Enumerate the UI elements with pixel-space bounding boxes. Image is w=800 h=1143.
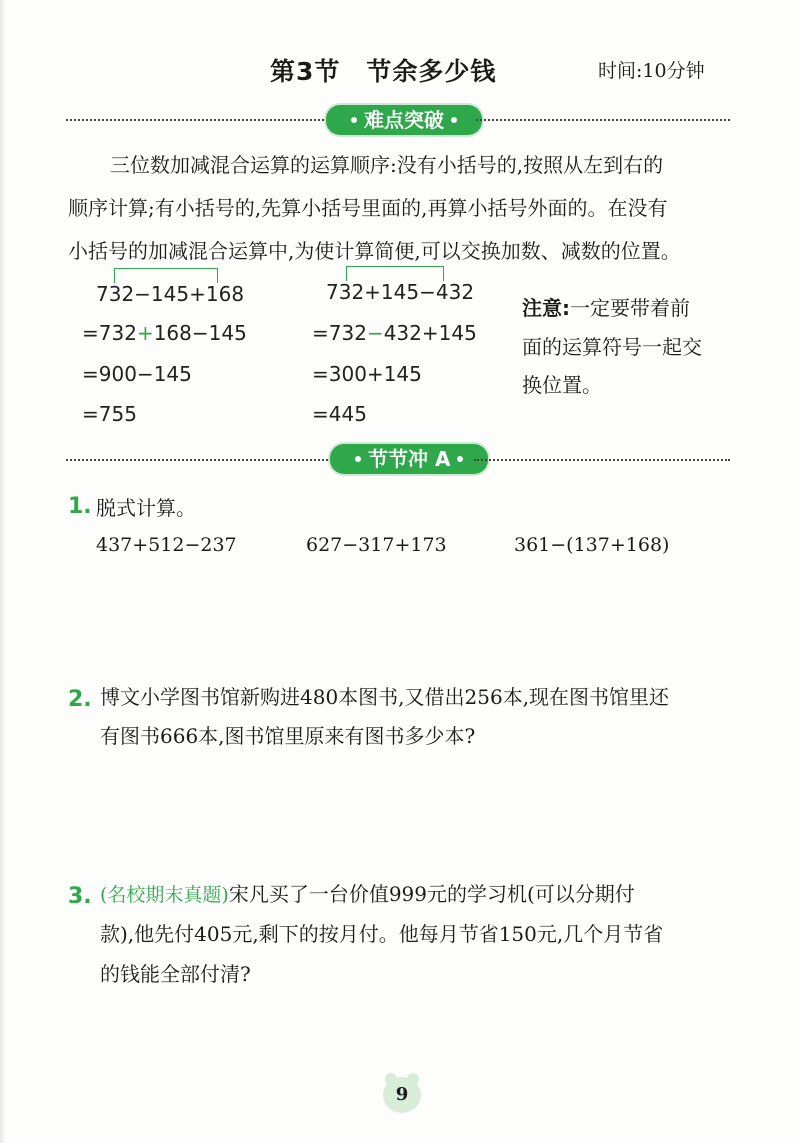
example1-line2: =732+168−145 bbox=[82, 321, 247, 345]
example2-line4: =445 bbox=[312, 402, 367, 426]
example1-line1: 732−145+168 bbox=[96, 282, 245, 306]
swap-bracket-1 bbox=[114, 268, 218, 283]
question-2-line-1: 博文小学图书馆新购进480本图书,又借出256本,现在图书馆里还 bbox=[100, 685, 670, 709]
note-line-2: 面的运算符号一起交 bbox=[522, 335, 702, 359]
page-edge-shadow bbox=[0, 0, 6, 1143]
question-2-line-2: 有图书666本,图书馆里原来有图书多少本? bbox=[100, 724, 476, 748]
swap-bracket-2 bbox=[346, 266, 444, 281]
question-1-number: 1. bbox=[68, 494, 92, 519]
explanation-line-2: 顺序计算;有小括号的,先算小括号里面的,再算小括号外面的。在没有 bbox=[68, 196, 668, 220]
example1-line4: =755 bbox=[82, 402, 137, 426]
example2-line3: =300+145 bbox=[312, 362, 422, 386]
divider-right bbox=[476, 119, 730, 121]
dot-icon bbox=[457, 456, 463, 462]
dot-icon bbox=[351, 117, 357, 123]
divider-left-2 bbox=[66, 459, 328, 461]
question-1-expr-2: 627−317+173 bbox=[306, 534, 447, 556]
question-1-title: 脱式计算。 bbox=[96, 496, 196, 520]
question-3-line-1: (名校期末真题)宋凡买了一台价值999元的学习机(可以分期付 bbox=[100, 882, 635, 906]
dot-icon bbox=[451, 117, 457, 123]
question-3-line-2: 款),他先付405元,剩下的按月付。他每月节省150元,几个月节省 bbox=[100, 922, 664, 946]
divider-left bbox=[66, 119, 324, 121]
question-3-number: 3. bbox=[68, 884, 92, 909]
question-1-expr-1: 437+512−237 bbox=[96, 534, 237, 556]
note-line-3: 换位置。 bbox=[522, 373, 602, 397]
section-badge-practice: 节节冲 A bbox=[330, 444, 488, 474]
note-label: 注意: bbox=[522, 296, 570, 320]
question-1-expr-3: 361−(137+168) bbox=[514, 534, 670, 556]
example2-line2: =732−432+145 bbox=[312, 321, 477, 345]
section-badge-difficulty: 难点突破 bbox=[326, 105, 482, 135]
explanation-line-1: 三位数加减混合运算的运算顺序:没有小括号的,按照从左到右的 bbox=[110, 153, 664, 177]
question-2-number: 2. bbox=[68, 687, 92, 712]
question-3-source-tag: (名校期末真题) bbox=[100, 884, 229, 906]
example2-line1: 732+145−432 bbox=[326, 280, 475, 304]
time-limit: 时间:10分钟 bbox=[598, 60, 705, 82]
note-line-1: 注意:一定要带着前 bbox=[522, 296, 690, 320]
page-number: 9 bbox=[383, 1077, 421, 1113]
example1-line3: =900−145 bbox=[82, 362, 192, 386]
dot-icon bbox=[355, 456, 361, 462]
question-3-line-3: 的钱能全部付清? bbox=[100, 962, 251, 986]
divider-right-2 bbox=[474, 459, 730, 461]
section-title: 第3节 节余多少钱 bbox=[270, 57, 497, 86]
explanation-line-3: 小括号的加减混合运算中,为使计算简便,可以交换加数、减数的位置。 bbox=[68, 239, 681, 263]
